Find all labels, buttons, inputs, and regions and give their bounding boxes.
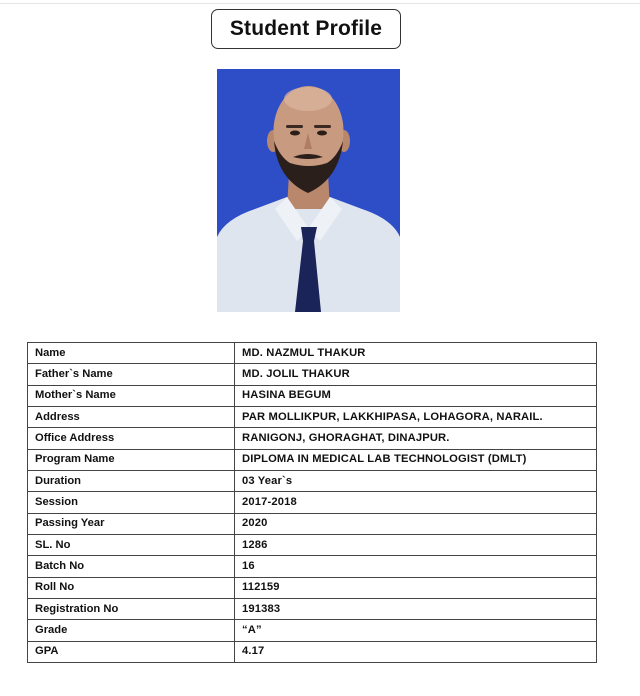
table-row (28, 407, 597, 428)
row-label: Duration (28, 471, 235, 492)
row-value: 4.17 (235, 641, 597, 662)
table-row (28, 535, 597, 556)
row-label: Passing Year (28, 513, 235, 534)
table-row (28, 364, 597, 385)
row-label: Mother`s Name (28, 385, 235, 406)
row-value: “A” (235, 620, 597, 641)
row-value: 2020 (235, 513, 597, 534)
table-row (28, 556, 597, 577)
row-label: Office Address (28, 428, 235, 449)
table-row (28, 385, 597, 406)
row-value: 1286 (235, 535, 597, 556)
row-value: HASINA BEGUM (235, 385, 597, 406)
row-value: 03 Year`s (235, 471, 597, 492)
page-title: Student Profile (211, 9, 401, 49)
row-value: MD. NAZMUL THAKUR (235, 343, 597, 364)
table-row (28, 449, 597, 470)
row-value: MD. JOLIL THAKUR (235, 364, 597, 385)
table-row (28, 577, 597, 598)
row-label: Grade (28, 620, 235, 641)
table-row (28, 343, 597, 364)
row-label: GPA (28, 641, 235, 662)
row-label: Session (28, 492, 235, 513)
row-value: 16 (235, 556, 597, 577)
table-row (28, 599, 597, 620)
table-row (28, 513, 597, 534)
row-label: Roll No (28, 577, 235, 598)
row-label: Program Name (28, 449, 235, 470)
row-value: DIPLOMA IN MEDICAL LAB TECHNOLOGIST (DMLT) (235, 449, 597, 470)
row-value: 112159 (235, 577, 597, 598)
row-label: Address (28, 407, 235, 428)
table-row (28, 428, 597, 449)
row-value: 191383 (235, 599, 597, 620)
table-row (28, 492, 597, 513)
row-label: Name (28, 343, 235, 364)
row-value: PAR MOLLIKPUR, LAKKHIPASA, LOHAGORA, NARAIL. (235, 407, 597, 428)
table-row (28, 471, 597, 492)
row-value: RANIGONJ, GHORAGHAT, DINAJPUR. (235, 428, 597, 449)
student-photo (217, 69, 400, 312)
row-value: 2017-2018 (235, 492, 597, 513)
table-row (28, 641, 597, 662)
top-divider (0, 3, 640, 4)
profile-table (27, 342, 597, 663)
row-label: Registration No (28, 599, 235, 620)
row-label: SL. No (28, 535, 235, 556)
row-label: Batch No (28, 556, 235, 577)
table-row (28, 620, 597, 641)
row-label: Father`s Name (28, 364, 235, 385)
